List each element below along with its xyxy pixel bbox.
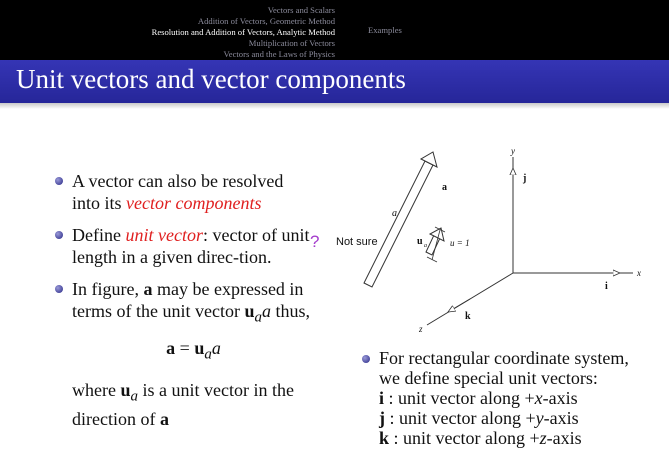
highlight-vector-components: vector components — [126, 193, 262, 213]
nav-section-laws-of-physics[interactable]: Vectors and the Laws of Physics — [223, 49, 335, 59]
unit-line-i — [379, 388, 662, 408]
not-sure-annotation: Not sure — [336, 236, 378, 248]
unit-text: -axis — [543, 408, 579, 428]
unit-symbol-j: j — [379, 408, 385, 428]
eq-a-italic: a — [211, 337, 221, 358]
label-k: k — [465, 311, 471, 322]
symbol-a: a — [159, 408, 169, 429]
label-j: j — [523, 173, 527, 184]
label-i: i — [605, 281, 608, 292]
slide-title: Unit vectors and vector components — [16, 64, 406, 94]
vector-a-arrow — [364, 152, 437, 287]
unit-symbol-i: i — [379, 388, 385, 408]
unit-axis: z — [539, 428, 547, 448]
unit-line-j — [379, 408, 662, 428]
label-a-bold: a — [442, 182, 447, 193]
axis-label-z: z — [419, 324, 423, 334]
unit-line-k — [379, 428, 662, 448]
nav-subsection-examples[interactable]: Examples — [368, 25, 402, 35]
eq-lhs: a — [166, 337, 176, 358]
nav-section-resolution-analytic[interactable]: Resolution and Addition of Vectors, Analytic Method — [151, 27, 335, 37]
unit-text: : unit vector along + — [384, 388, 535, 408]
bullet-text: thus, — [270, 301, 310, 321]
eq-equals: = — [175, 337, 195, 358]
right-bullets — [362, 348, 662, 448]
symbol-a: a — [143, 279, 153, 299]
eq-u: u — [194, 337, 205, 358]
bullet-rectangular-system — [362, 348, 662, 448]
bullet-text: may be expressed in terms of the unit vector — [72, 279, 304, 321]
label-a-italic: a — [392, 208, 397, 219]
eq-subscript: a — [204, 346, 212, 363]
unit-text: : unit vector along + — [389, 428, 540, 448]
question-mark-annotation: ? — [310, 232, 320, 251]
bullet-text: Define — [72, 225, 126, 245]
bullet-dot — [362, 355, 370, 363]
symbol-u: u — [120, 380, 131, 401]
nav-section-addition-geometric[interactable]: Addition of Vectors, Geometric Method — [197, 16, 335, 26]
unit-axis: y — [535, 408, 544, 428]
axis-label-y: y — [511, 146, 515, 156]
bullet-text: : vector of unit length in a given direc-tion. — [72, 225, 310, 267]
bullet-text: A vector can also be resolved into its — [72, 171, 284, 213]
axis-label-x: x — [637, 268, 641, 278]
unit-text: -axis — [542, 388, 578, 408]
subscript-a: a — [130, 388, 138, 405]
label-u-equals-1: u = 1 — [450, 238, 470, 248]
explanation-text: is a unit vector in the direction of — [72, 380, 294, 429]
highlight-unit-vector: unit vector — [125, 225, 203, 245]
unit-axis: x — [534, 388, 543, 408]
symbol-a-italic: a — [261, 301, 271, 321]
intro-line-2: we define special unit vectors: — [379, 368, 598, 388]
unit-vector-u-arrow — [426, 228, 444, 255]
symbol-u: u — [244, 301, 255, 321]
unit-text: : unit vector along + — [385, 408, 536, 428]
explanation-text: where — [72, 380, 121, 401]
unit-text: -axis — [546, 428, 582, 448]
subscript-a: a — [254, 309, 262, 326]
bullet-text: In figure, — [72, 279, 144, 299]
unit-symbol-k: k — [379, 428, 390, 448]
intro-line-1: For rectangular coordinate system, — [379, 348, 629, 368]
label-u-subscript: a — [424, 243, 427, 249]
nav-section-multiplication[interactable]: Multiplication of Vectors — [248, 38, 335, 48]
label-u: u — [417, 236, 423, 247]
nav-section-vectors-scalars[interactable]: Vectors and Scalars — [267, 5, 335, 15]
